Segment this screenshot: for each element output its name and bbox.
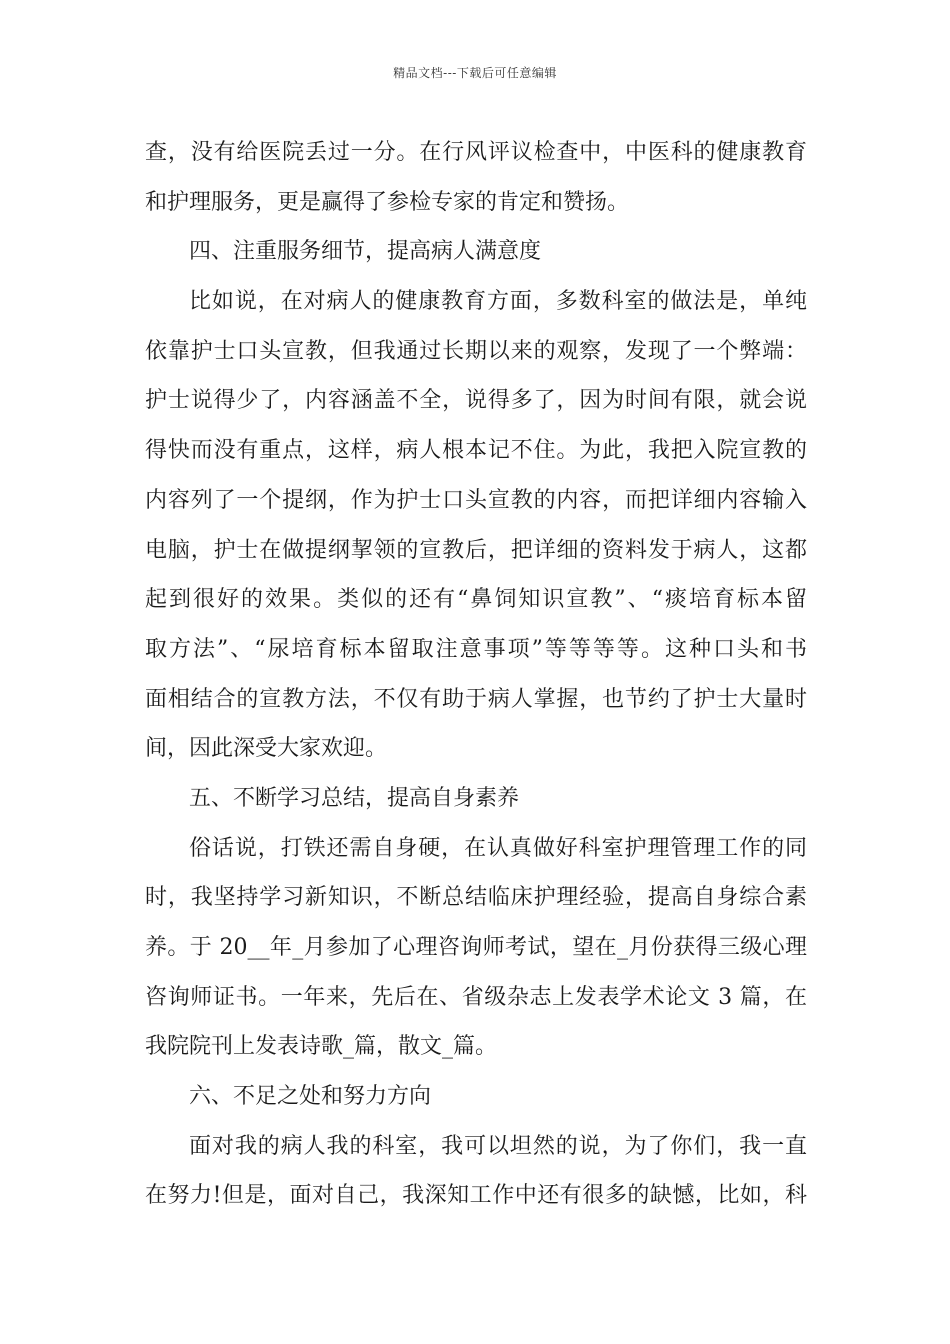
text-line: 取方法”、“尿培育标本留取注意事项”等等等等。这种口头和书	[145, 636, 807, 662]
text-line: 依靠护士口头宣教，但我通过长期以来的观察，发现了一个弊端：	[145, 338, 807, 364]
section-heading: 五、不断学习总结，提高自身素养	[189, 785, 520, 811]
text-line: 查，没有给医院丢过一分。在行风评议检查中，中医科的健康教育	[145, 140, 807, 165]
paragraph-first-line: 比如说，在对病人的健康教育方面，多数科室的做法是，单纯	[189, 289, 807, 315]
text-line: 在努力!但是，面对自己，我深知工作中还有很多的缺憾，比如，科	[145, 1183, 807, 1209]
text-line: 起到很好的效果。类似的还有“鼻饲知识宣教”、“痰培育标本留	[145, 587, 807, 613]
section-heading: 六、不足之处和努力方向	[189, 1084, 432, 1110]
paragraph-first-line: 面对我的病人我的科室，我可以坦然的说，为了你们，我一直	[189, 1133, 807, 1159]
text-line: 电脑，护士在做提纲挈领的宣教后，把详细的资料发于病人，这都	[145, 537, 807, 563]
body-text	[145, 128, 807, 1221]
text-line: 和护理服务，更是赢得了参检专家的肯定和赞扬。	[145, 189, 630, 215]
text-line: 养。于 20__年_月参加了心理咨询师考试，望在_月份获得三级心理	[145, 935, 807, 960]
text-line: 我院院刊上发表诗歌_篇，散文_篇。	[145, 1034, 498, 1060]
section-heading: 四、注重服务细节，提高病人满意度	[189, 239, 542, 265]
text-line: 得快而没有重点，这样，病人根本记不住。为此，我把入院宣教的	[145, 438, 807, 464]
text-line: 内容列了一个提纲，作为护士口头宣教的内容，而把详细内容输入	[145, 487, 807, 513]
text-line: 咨询师证书。一年来，先后在、省级杂志上发表学术论文 3 篇，在	[145, 984, 807, 1010]
text-line: 间，因此深受大家欢迎。	[145, 736, 388, 762]
page-header: 精品文档---下载后可任意编辑	[393, 66, 557, 80]
text-line: 护士说得少了，内容涵盖不全，说得多了，因为时间有限，就会说	[145, 388, 807, 414]
text-line: 时，我坚持学习新知识，不断总结临床护理经验，提高自身综合素	[145, 885, 807, 911]
text-line: 面相结合的宣教方法，不仅有助于病人掌握，也节约了护士大量时	[145, 686, 807, 712]
paragraph-first-line: 俗话说，打铁还需自身硬，在认真做好科室护理管理工作的同	[189, 835, 807, 861]
